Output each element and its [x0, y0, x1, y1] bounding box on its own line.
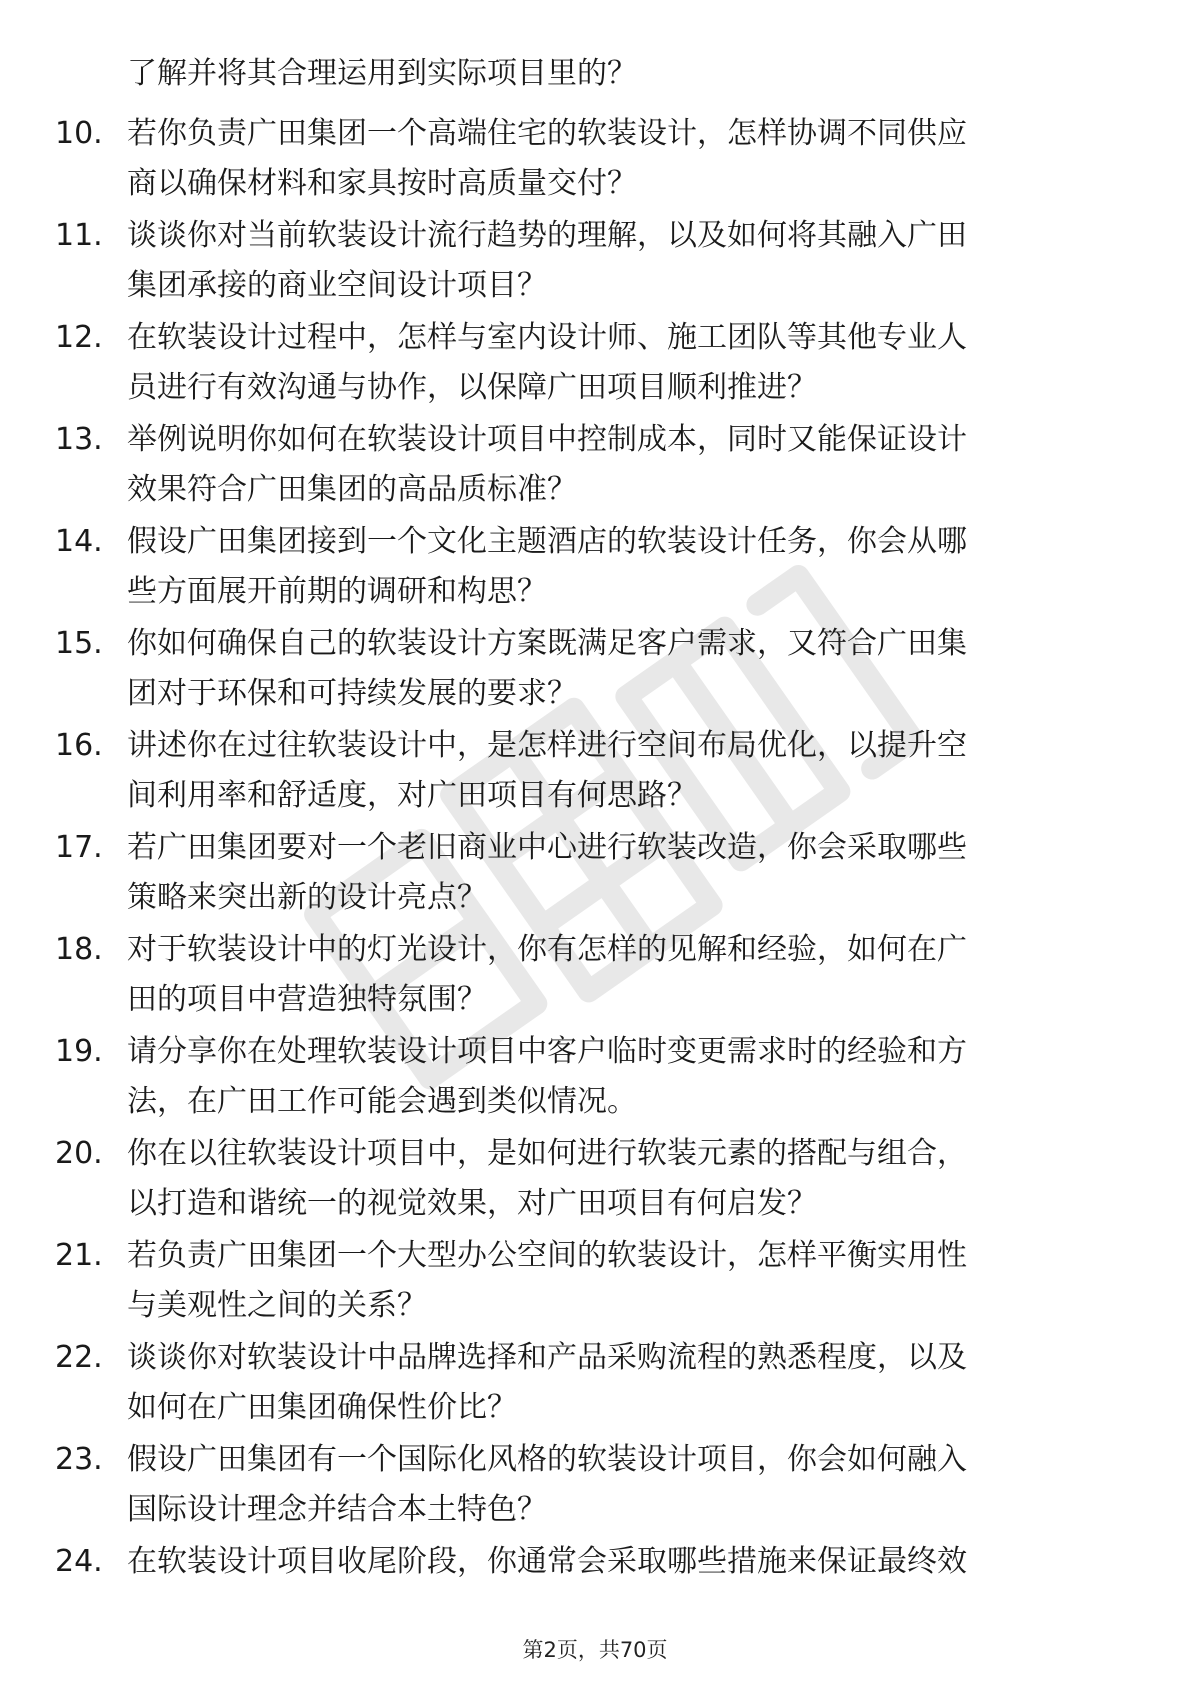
- question-number: 22.: [55, 1340, 103, 1375]
- question-text: [127, 418, 1127, 518]
- question-text-line: 以打造和谐统一的视觉效果，对广田项目有何启发？: [127, 1186, 817, 1221]
- question-number: 14.: [55, 524, 103, 559]
- question-text-line: 商以确保材料和家具按时高质量交付？: [127, 166, 637, 201]
- question-item: [0, 928, 1190, 1030]
- question-text: [127, 826, 1127, 926]
- question-number: 21.: [55, 1238, 103, 1273]
- question-number: 13.: [55, 422, 103, 457]
- question-text-line: 若负责广田集团一个大型办公空间的软装设计，怎样平衡实用性: [127, 1238, 967, 1273]
- question-number: 16.: [55, 728, 103, 763]
- question-text-line: 与美观性之间的关系？: [127, 1288, 427, 1323]
- question-number: 19.: [55, 1034, 103, 1069]
- question-text-line: 间利用率和舒适度，对广田项目有何思路？: [127, 778, 697, 813]
- question-item: [0, 520, 1190, 622]
- question-text-line: 些方面展开前期的调研和构思？: [127, 574, 547, 609]
- question-text-line: 你如何确保自己的软装设计方案既满足客户需求，又符合广田集: [127, 626, 967, 661]
- question-text-line: 策略来突出新的设计亮点？: [127, 880, 487, 915]
- question-item: [0, 1438, 1190, 1540]
- question-text-line: 在软装设计过程中，怎样与室内设计师、施工团队等其他专业人: [127, 320, 967, 355]
- question-text: [127, 724, 1127, 824]
- question-item: [0, 112, 1190, 214]
- question-text-line: 你在以往软装设计项目中，是如何进行软装元素的搭配与组合，: [127, 1136, 967, 1171]
- question-text-line: 如何在广田集团确保性价比？: [127, 1390, 517, 1425]
- question-item: [0, 214, 1190, 316]
- question-text-line: 对于软装设计中的灯光设计，你有怎样的见解和经验，如何在广: [127, 932, 967, 967]
- question-item: [0, 724, 1190, 826]
- continued-question-text: 了解并将其合理运用到实际项目里的？: [127, 56, 637, 91]
- question-text: [127, 1234, 1127, 1334]
- question-number: 12.: [55, 320, 103, 355]
- question-text-line: 举例说明你如何在软装设计项目中控制成本，同时又能保证设计: [127, 422, 967, 457]
- question-text: [127, 1030, 1127, 1130]
- question-number: 20.: [55, 1136, 103, 1171]
- question-item: [0, 316, 1190, 418]
- question-text-line: 国际设计理念并结合本土特色？: [127, 1492, 547, 1527]
- question-text: [127, 214, 1127, 314]
- question-text-line: 谈谈你对软装设计中品牌选择和产品采购流程的熟悉程度，以及: [127, 1340, 967, 1375]
- question-item: [0, 418, 1190, 520]
- question-item: [0, 1234, 1190, 1336]
- question-item: [0, 1030, 1190, 1132]
- question-number: 15.: [55, 626, 103, 661]
- question-text: [127, 1132, 1127, 1232]
- question-text-line: 团对于环保和可持续发展的要求？: [127, 676, 577, 711]
- question-item: [0, 826, 1190, 928]
- question-number: 11.: [55, 218, 103, 253]
- question-item: [0, 1132, 1190, 1234]
- question-text-line: 若广田集团要对一个老旧商业中心进行软装改造，你会采取哪些: [127, 830, 967, 865]
- page-number-footer: 第2页，共70页: [522, 1638, 668, 1662]
- question-text: [127, 316, 1127, 416]
- question-text-line: 讲述你在过往软装设计中，是怎样进行空间布局优化，以提升空: [127, 728, 967, 763]
- question-text: [127, 928, 1127, 1028]
- question-text-line: 在软装设计项目收尾阶段，你通常会采取哪些措施来保证最终效: [127, 1544, 967, 1579]
- question-text: [127, 520, 1127, 620]
- question-text: [127, 1438, 1127, 1538]
- question-text: [127, 112, 1127, 212]
- question-text-line: 田的项目中营造独特氛围？: [127, 982, 487, 1017]
- question-text: [127, 622, 1127, 722]
- question-item: [0, 1336, 1190, 1438]
- question-text-line: 谈谈你对当前软装设计流行趋势的理解，以及如何将其融入广田: [127, 218, 967, 253]
- question-number: 23.: [55, 1442, 103, 1477]
- question-text-line: 集团承接的商业空间设计项目？: [127, 268, 547, 303]
- question-text-line: 效果符合广田集团的高品质标准？: [127, 472, 577, 507]
- question-text-line: 请分享你在处理软装设计项目中客户临时变更需求时的经验和方: [127, 1034, 967, 1069]
- question-text-line: 假设广田集团有一个国际化风格的软装设计项目，你会如何融入: [127, 1442, 967, 1477]
- question-text-line: 法，在广田工作可能会遇到类似情况。: [127, 1084, 637, 1119]
- question-text-line: 若你负责广田集团一个高端住宅的软装设计，怎样协调不同供应: [127, 116, 967, 151]
- question-number: 17.: [55, 830, 103, 865]
- question-number: 18.: [55, 932, 103, 967]
- question-number: 10.: [55, 116, 103, 151]
- question-item: [0, 1540, 1190, 1642]
- question-item: [0, 622, 1190, 724]
- question-text-line: 假设广田集团接到一个文化主题酒店的软装设计任务，你会从哪: [127, 524, 967, 559]
- question-text-line: 员进行有效沟通与协作，以保障广田项目顺利推进？: [127, 370, 817, 405]
- question-number: 24.: [55, 1544, 103, 1579]
- question-list: [0, 112, 1190, 1642]
- question-text: [127, 1336, 1127, 1436]
- question-text: [127, 1540, 1127, 1590]
